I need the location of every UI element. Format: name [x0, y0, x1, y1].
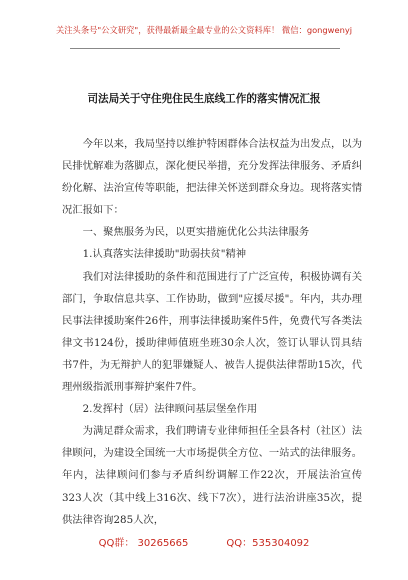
subsection-2-heading: 2.发挥村（居）法律顾问基层堡垒作用 — [82, 403, 258, 416]
document-title: 司法局关于守住兜住民生底线工作的落实情况汇报 — [87, 93, 321, 105]
subsection-2-paragraph: 为满足群众需求，我们聘请专业律师担任全县各村（社区）法律顾问，为建设全国统一大市场提供全方位、一站式的法律服务。年内，法律顾问们参与矛盾纠纷调解工作22次，开展法治宣传323人次（其中线上316次、线下7次），进行法治讲座35次，提供法律咨询285人次， — [62, 425, 362, 526]
intro-paragraph: 今年以来，我局坚持以维护特困群体合法权益为出发点，以为民排忧解难为落脚点，深化便民举措，充分发挥法律服务、矛盾纠纷化解、法治宣传等职能，把法律关怀送到群众身边。现将落实情况汇报如下： — [62, 138, 362, 217]
document-body — [62, 133, 362, 531]
header-notice: 关注头条号"公文研究"，获得最新最全最专业的公文资料库！ 微信：gongwenyj — [55, 25, 353, 35]
footer-qq-group: QQ群： 30265665 — [98, 538, 189, 549]
section-1-heading: 一、聚焦服务为民，以更实措施优化公共法律服务 — [82, 226, 310, 239]
header-divider — [70, 48, 340, 49]
footer-contact — [0, 534, 408, 549]
footer-qq-number: QQ：535304092 — [226, 538, 310, 549]
subsection-1-paragraph: 我们对法律援助的条件和范围进行了广泛宣传，积极协调有关部门，争取信息共享、工作协助，做到"应援尽援"。年内，共办理民事法律援助案件26件，刑事法律援助案件5件，免费代写各类法律文书124份，援助律师值班坐班30余人次，签订认罪认罚具结书7件，为无辩护人的犯罪嫌疑人、被告人提供法律帮助15次，代理州级指派刑事辩护案件7件。 — [62, 270, 362, 394]
subsection-1-heading: 1.认真落实法律援助"助弱扶贫"精神 — [82, 248, 247, 261]
